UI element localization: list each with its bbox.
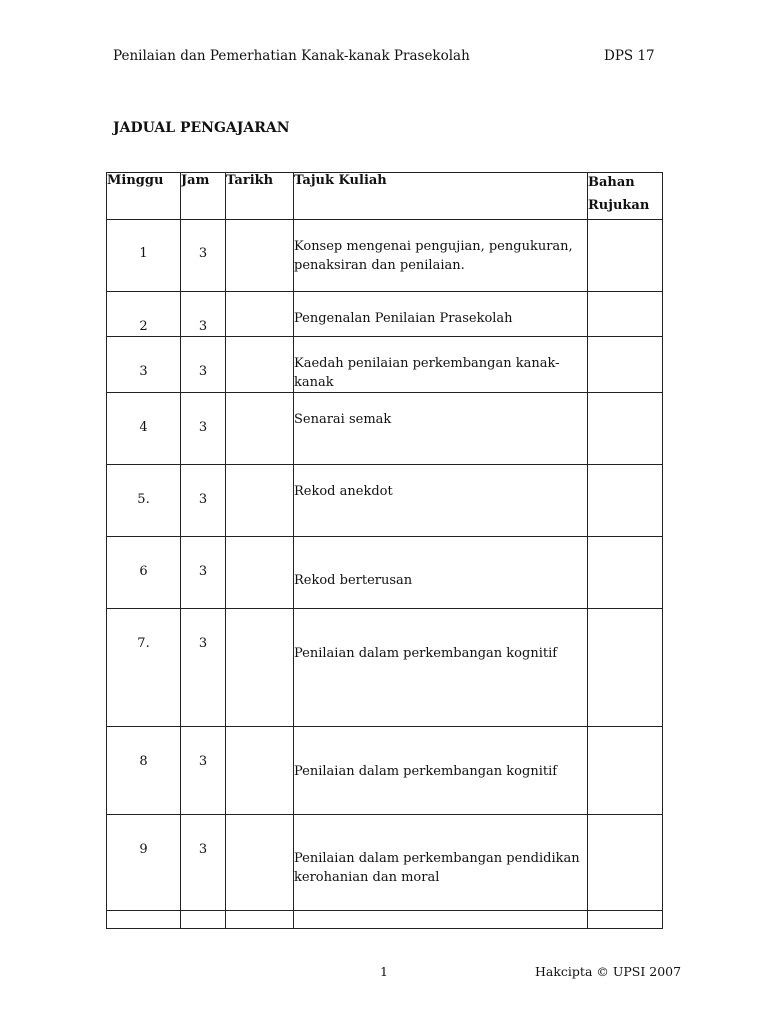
cell-jam: 3 xyxy=(181,815,226,911)
header-jam: Jam xyxy=(181,173,226,220)
cell-minggu: 3 xyxy=(107,337,181,393)
header-tarikh: Tarikh xyxy=(226,173,294,220)
cell-minggu: 9 xyxy=(107,815,181,911)
cell-minggu: 7. xyxy=(107,609,181,727)
cell-empty xyxy=(294,911,588,929)
copyright-notice: Hakcipta © UPSI 2007 xyxy=(535,964,682,979)
cell-tarikh xyxy=(226,609,294,727)
cell-bahan xyxy=(588,337,663,393)
header-bahan-rujukan xyxy=(588,173,663,220)
cell-tajuk: Senarai semak xyxy=(294,393,588,465)
schedule-table xyxy=(106,172,663,929)
cell-tarikh xyxy=(226,465,294,537)
table-row xyxy=(107,537,663,609)
cell-jam: 3 xyxy=(181,292,226,337)
cell-minggu: 4 xyxy=(107,393,181,465)
cell-bahan xyxy=(588,220,663,292)
cell-tajuk: Penilaian dalam perkembangan kognitif xyxy=(294,609,588,727)
header-bahan-line1: Bahan xyxy=(588,175,635,190)
cell-bahan xyxy=(588,727,663,815)
header-tajuk-kuliah: Tajuk Kuliah xyxy=(294,173,588,220)
cell-minggu: 5. xyxy=(107,465,181,537)
cell-tajuk: Rekod anekdot xyxy=(294,465,588,537)
cell-bahan xyxy=(588,609,663,727)
document-title: JADUAL PENGAJARAN xyxy=(113,120,290,136)
cell-tarikh xyxy=(226,292,294,337)
cell-tarikh xyxy=(226,727,294,815)
table-row xyxy=(107,609,663,727)
cell-jam: 3 xyxy=(181,393,226,465)
cell-tajuk: Penilaian dalam perkembangan pendidikan kerohanian dan moral xyxy=(294,815,588,911)
cell-tarikh xyxy=(226,337,294,393)
cell-tajuk: Rekod berterusan xyxy=(294,537,588,609)
header-minggu: Minggu xyxy=(107,173,181,220)
cell-empty xyxy=(588,911,663,929)
cell-tajuk: Penilaian dalam perkembangan kognitif xyxy=(294,727,588,815)
running-header-title: Penilaian dan Pemerhatian Kanak-kanak Prasekolah xyxy=(113,48,470,64)
cell-tajuk: Pengenalan Penilaian Prasekolah xyxy=(294,292,588,337)
cell-bahan xyxy=(588,537,663,609)
cell-jam: 3 xyxy=(181,727,226,815)
cell-jam: 3 xyxy=(181,465,226,537)
cell-tarikh xyxy=(226,220,294,292)
cell-bahan xyxy=(588,393,663,465)
table-row xyxy=(107,292,663,337)
table-row xyxy=(107,815,663,911)
cell-bahan xyxy=(588,465,663,537)
cell-bahan xyxy=(588,292,663,337)
table-row-empty xyxy=(107,911,663,929)
table-row xyxy=(107,727,663,815)
table-row xyxy=(107,465,663,537)
cell-jam: 3 xyxy=(181,337,226,393)
cell-empty xyxy=(226,911,294,929)
cell-jam: 3 xyxy=(181,220,226,292)
header-bahan-line2: Rujukan xyxy=(588,198,650,213)
cell-tarikh xyxy=(226,393,294,465)
table-row xyxy=(107,220,663,292)
cell-tarikh xyxy=(226,537,294,609)
running-header-code: DPS 17 xyxy=(604,48,655,64)
cell-empty xyxy=(107,911,181,929)
cell-tajuk: Konsep mengenai pengujian, pengukuran, penaksiran dan penilaian. xyxy=(294,220,588,292)
cell-minggu: 8 xyxy=(107,727,181,815)
cell-tajuk: Kaedah penilaian perkembangan kanak-kanak xyxy=(294,337,588,393)
table-row xyxy=(107,337,663,393)
page-number: 1 xyxy=(380,964,388,979)
table-header-row xyxy=(107,173,663,220)
cell-tarikh xyxy=(226,815,294,911)
cell-minggu: 6 xyxy=(107,537,181,609)
cell-minggu: 1 xyxy=(107,220,181,292)
cell-bahan xyxy=(588,815,663,911)
cell-minggu: 2 xyxy=(107,292,181,337)
table-row xyxy=(107,393,663,465)
cell-jam: 3 xyxy=(181,537,226,609)
cell-jam: 3 xyxy=(181,609,226,727)
cell-empty xyxy=(181,911,226,929)
